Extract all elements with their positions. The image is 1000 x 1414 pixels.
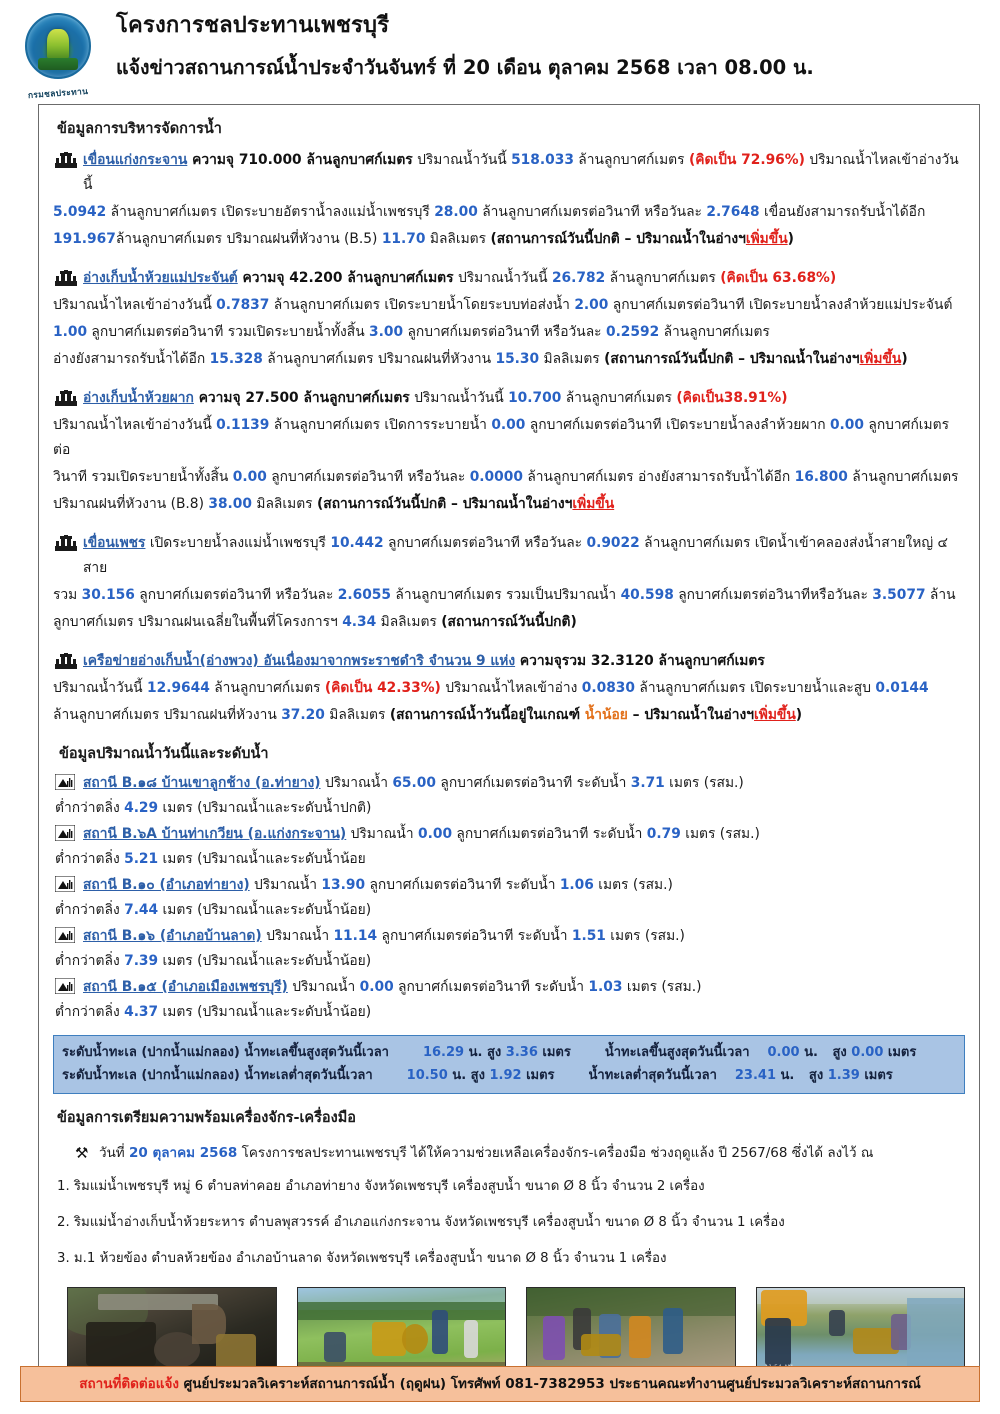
text-run: ลูกบาศก์เมตรต่อ — [53, 417, 949, 458]
machinery-intro-prefix: วันที่ — [99, 1145, 129, 1161]
text-run: เขื่อนยังสามารถรับน้ำได้อีก — [759, 204, 926, 220]
reservoir-name-link[interactable]: อ่างเก็บน้ำห้วยผาก — [83, 390, 194, 406]
value-number: 0.00 — [232, 469, 267, 485]
value-number: 3.00 — [369, 324, 404, 340]
sea-level-label-2: น้ำทะเลต่ำสุดวันนี้เวลา — [588, 1068, 717, 1083]
station-line-secondary — [53, 796, 965, 821]
value-number: 2.00 — [574, 297, 609, 313]
trend-indicator: เพิ่มขึ้น — [754, 707, 796, 723]
reservoir-line — [53, 492, 965, 517]
station-item — [53, 771, 965, 821]
text-run: เมตร (ปริมาณน้ำและระดับน้ำน้อย) — [158, 953, 372, 969]
sea-level-row — [62, 1064, 956, 1087]
text-run: ปริมาณน้ำไหลเข้าอ่างวันนี้ — [53, 417, 217, 433]
text-run: ปริมาณน้ำ — [249, 877, 322, 893]
text-run: สูง — [482, 1045, 506, 1060]
reservoir-line — [53, 266, 965, 291]
sea-level-box — [53, 1035, 965, 1094]
station-flow-value: 13.90 — [321, 877, 366, 893]
text-run: ล้านลูกบาศก์เมตร ปริมาณฝนที่หัวงาน — [53, 707, 282, 723]
percentage-badge: (คิดเป็น 63.68%) — [720, 270, 837, 286]
station-item — [53, 822, 965, 872]
value-number: 518.033 — [511, 152, 574, 168]
reservoir-block — [53, 531, 965, 635]
text-run: สูง — [804, 1068, 828, 1083]
sea-level-time: 10.50 — [406, 1068, 448, 1083]
text-run: เมตร (รสม.) — [680, 826, 760, 842]
sea-level-row — [62, 1041, 956, 1064]
text-run: ลูกบาศก์เมตร ปริมาณฝนเฉลี่ยในพื้นที่โครงการฯ — [53, 614, 343, 630]
sea-level-time-2: 23.41 — [734, 1068, 777, 1083]
station-flow-value: 0.00 — [359, 979, 394, 995]
text-run: ล้านลูกบาศก์เมตร — [342, 270, 454, 286]
sea-level-height-2: 1.39 — [827, 1068, 860, 1083]
text-run: ล้านลูกบาศก์เมตร — [605, 270, 721, 286]
text-run: ล้านลูกบาศก์เมตร — [561, 390, 677, 406]
station-icon — [55, 876, 75, 892]
dam-icon — [55, 270, 77, 286]
station-flow-value: 11.14 — [333, 928, 378, 944]
text-run: – ปริมาณน้ำในอ่างฯ — [627, 707, 755, 723]
text-run: (สถานการณ์วันนี้ปกติ – ปริมาณน้ำในอ่างฯ — [490, 231, 746, 247]
text-run: ลูกบาศก์เมตรต่อวินาที ระดับน้ำ — [377, 928, 572, 944]
station-icon — [55, 927, 75, 943]
value-number: 0.1139 — [216, 417, 270, 433]
text-run: ปริมาณน้ำวันนี้ — [53, 680, 147, 696]
reservoir-line — [53, 293, 965, 318]
reservoir-line — [53, 386, 965, 411]
section-heading-machinery: ข้อมูลการเตรียมความพร้อมเครื่องจักร-เครื่องมือ — [57, 1110, 356, 1126]
value-number: 11.70 — [381, 231, 426, 247]
reservoir-line — [53, 465, 965, 490]
text-run: ต่ำกว่าตลิ่ง — [55, 902, 125, 918]
reservoir-block — [53, 148, 965, 252]
text-run: มิลลิเมตร — [324, 707, 390, 723]
text-run: วินาที รวมเปิดระบายน้ำทั้งสิ้น — [53, 469, 233, 485]
text-run: ลูกบาศก์เมตรต่อวินาที เปิดระบายน้ำลงลำห้วยแม่ประจันต์ — [608, 297, 953, 313]
reservoir-name-link[interactable]: อ่างเก็บน้ำห้วยแม่ประจันต์ — [83, 270, 238, 286]
text-run: (สถานการณ์วันนี้ปกติ – ปริมาณน้ำในอ่างฯ — [316, 496, 573, 512]
text-run: 27.500 — [245, 390, 299, 406]
text-run: ล้านลูกบาศก์เมตร อ่างยังสามารถรับน้ำได้อีก — [522, 469, 795, 485]
percentage-badge: (คิดเป็น38.91%) — [676, 390, 788, 406]
dam-icon — [55, 152, 77, 168]
reservoir-line — [53, 148, 965, 198]
station-name-link[interactable]: สถานี B.๑๖ (อำเภอบ้านลาด) — [83, 928, 262, 944]
station-below-bank-value: 5.21 — [124, 851, 159, 867]
value-number: 26.782 — [551, 270, 606, 286]
text-run: ) — [795, 707, 803, 723]
text-run: ล้านลูกบาศก์เมตร รวมเป็นปริมาณน้ำ — [391, 587, 621, 603]
text-run: ต่ำกว่าตลิ่ง — [55, 851, 125, 867]
text-run: ลูกบาศก์เมตรต่อวินาที หรือวันละ — [134, 587, 338, 603]
text-run: มิลลิเมตร — [425, 231, 491, 247]
reservoir-block — [53, 266, 965, 372]
text-run: ลูกบาศก์เมตรต่อวินาที ระดับน้ำ — [435, 775, 631, 791]
dam-icon — [55, 390, 77, 406]
text-run: 710.000 — [238, 152, 302, 168]
station-level-value: 1.03 — [588, 979, 623, 995]
text-run: ปริมาณน้ำ — [287, 979, 360, 995]
value-number: 5.0942 — [53, 204, 107, 220]
text-run: ต่ำกว่าตลิ่ง — [55, 1004, 125, 1020]
footer-label: สถานที่ติดต่อแจ้ง — [79, 1376, 179, 1392]
machinery-item: 3. ม.1 ห้วยข้อง ตำบลห้วยข้อง อำเภอบ้านลาด จังหวัดเพชรบุรี เครื่องสูบน้ำ ขนาด Ø 8 นิ้ว จำนวน 1 เครื่อง — [57, 1251, 667, 1266]
station-line-secondary — [53, 898, 965, 923]
text-run: ล้านลูกบาศก์เมตร — [653, 653, 765, 669]
rid-seal-logo — [18, 10, 98, 102]
station-flow-value: 0.00 — [418, 826, 453, 842]
value-number: 0.0000 — [469, 469, 523, 485]
text-run: 32.3120 — [590, 653, 654, 669]
text-run: ลูกบาศก์เมตรต่อวินาที หรือวันละ — [266, 469, 470, 485]
text-run: ล้านลูกบาศก์เมตร — [298, 390, 410, 406]
text-run: ) — [901, 351, 908, 367]
text-run: ลูกบาศก์เมตรต่อวินาที เปิดระบายน้ำลงลำห้วยผาก — [525, 417, 830, 433]
reservoir-line — [53, 703, 965, 728]
sea-level-height: 3.36 — [505, 1045, 538, 1060]
text-run: ปริมาณน้ำวันนี้ — [453, 270, 552, 286]
text-run: ลูกบาศก์เมตรต่อวินาที หรือวันละ — [383, 535, 587, 551]
section-heading-flow-level: ข้อมูลปริมาณน้ำวันนี้และระดับน้ำ — [59, 746, 269, 762]
station-flow-value: 65.00 — [392, 775, 436, 791]
text-run: ลูกบาศก์เมตรต่อวินาทีหรือวันละ — [673, 587, 873, 603]
reservoir-line — [53, 676, 965, 701]
text-run: เปิดระบายน้ำลงแม่น้ำเพชรบุรี — [145, 535, 331, 551]
station-below-bank-value: 7.39 — [124, 953, 159, 969]
text-run: ความจุ — [237, 270, 290, 286]
station-below-bank-value: 7.44 — [124, 902, 159, 918]
text-run: ล้านลูกบาศก์เมตร ปริมาณฝนที่หัวงาน — [262, 351, 496, 367]
reservoir-line — [53, 610, 965, 635]
text-run: สูง — [827, 1045, 852, 1060]
value-number: 0.00 — [829, 417, 864, 433]
value-number: 12.9644 — [147, 680, 210, 696]
station-level-value: 1.51 — [571, 928, 606, 944]
station-list — [53, 771, 965, 1025]
sea-level-height: 1.92 — [489, 1068, 522, 1083]
value-number: 40.598 — [620, 587, 674, 603]
text-run: ความจุ — [193, 390, 246, 406]
report-datetime-line: แจ้งข่าวสถานการณ์น้ำประจำวันจันทร์ ที่ 20 เดือน ตุลาคม 2568 เวลา 08.00 น. — [116, 55, 814, 79]
text-run: ล้านลูกบาศก์เมตร — [301, 152, 413, 168]
station-item — [53, 924, 965, 974]
status-keyword: น้ำน้อย — [584, 707, 628, 723]
value-number: 10.442 — [330, 535, 384, 551]
station-item — [53, 975, 965, 1025]
text-run: เมตร (รสม.) — [605, 928, 685, 944]
text-run: ล้านลูกบาศก์เมตร เปิดระบายน้ำและสูบ — [635, 680, 876, 696]
reservoir-line — [53, 320, 965, 345]
reservoir-name-link[interactable]: เครือข่ายอ่างเก็บน้ำ(อ่างพวง) อันเนื่องมาจากพระราชดำริ จำนวน 9 แห่ง — [83, 653, 516, 669]
text-run: (สถานการณ์น้ำวันนี้อยู่ในเกณฑ์ — [389, 707, 585, 723]
footer-contact-text: ศูนย์ประมวลวิเคราะห์สถานการณ์น้ำ (ฤดูฝน) โทรศัพท์ 081-7382953 ประธานคณะทำงานศูนย์ประมวลวิเคราะห์สถานการณ์ — [178, 1376, 921, 1392]
footer-text-line — [31, 1374, 969, 1394]
text-run: ล้านลูกบาศก์เมตร เปิดการระบายน้ำ — [269, 417, 492, 433]
header-titles — [98, 8, 814, 80]
text-run: น. — [799, 1045, 818, 1060]
reservoir-name-link[interactable]: เขื่อนเพชร — [83, 535, 146, 551]
dam-icon — [55, 653, 77, 669]
station-icon — [55, 774, 75, 790]
text-run: 42.200 — [289, 270, 343, 286]
sea-level-height-2: 0.00 — [851, 1045, 884, 1060]
sea-level-label: ระดับน้ำทะเล (ปากน้ำแม่กลอง) น้ำทะเลขึ้นสูงสุดวันนี้เวลา — [62, 1045, 389, 1060]
text-run: น. — [447, 1068, 467, 1083]
text-run: ปริมาณน้ำไหลเข้าอ่างวันนี้ — [53, 297, 217, 313]
value-number: 15.30 — [495, 351, 540, 367]
text-run: ล้านลูกบาศก์เมตร — [209, 680, 325, 696]
value-number: 0.2592 — [605, 324, 660, 340]
station-line-primary — [53, 771, 965, 796]
station-below-bank-value: 4.37 — [124, 1004, 159, 1020]
machinery-item: 1. ริมแม่น้ำเพชรบุรี หมู่ 6 ตำบลท่าคอย อำเภอท่ายาง จังหวัดเพชรบุรี เครื่องสูบน้ำ ขนาด Ø 8 นิ้ว จำนวน 2 เครื่อง — [57, 1179, 705, 1194]
station-name-link[interactable]: สถานี B.๖A บ้านท่าเกวียน (อ.แก่งกระจาน) — [83, 826, 347, 842]
machinery-item-list — [53, 1175, 965, 1271]
text-run: เมตร (รสม.) — [664, 775, 744, 791]
text-run: ปริมาณฝนที่หัวงาน (B.8) — [53, 496, 209, 512]
text-run: ล้านลูกบาศก์เมตร — [847, 469, 959, 485]
text-run: ลูกบาศก์เมตรต่อวินาที รวมเปิดระบายน้ำทั้งสิ้น — [87, 324, 370, 340]
station-item — [53, 873, 965, 923]
value-number: 0.00 — [491, 417, 526, 433]
station-level-value: 1.06 — [559, 877, 594, 893]
reservoir-list — [53, 148, 965, 728]
text-run: ลูกบาศก์เมตรต่อวินาที ระดับน้ำ — [393, 979, 589, 995]
text-run: มิลลิเมตร — [252, 496, 317, 512]
section-heading-water-management: ข้อมูลการบริหารจัดการน้ำ — [57, 121, 222, 137]
station-line-primary — [53, 873, 965, 898]
percentage-badge: (คิดเป็น 72.96%) — [688, 152, 805, 168]
dam-icon — [55, 535, 77, 551]
machinery-intro-date: 20 ตุลาคม 2568 — [129, 1145, 238, 1161]
trend-indicator: เพิ่มขึ้น — [859, 351, 902, 367]
text-run: ล้านลูกบาศก์เมตร เปิดน้ำเข้าคลองส่งน้ำสายใหญ่ ๔ สาย — [83, 535, 948, 576]
value-number: 28.00 — [434, 204, 478, 220]
royal-irrigation-seal-icon — [25, 13, 91, 79]
text-run: ปริมาณน้ำไหลเข้าอ่างวันนี้ — [83, 152, 959, 193]
trend-indicator: เพิ่มขึ้น — [745, 231, 788, 247]
percentage-badge: (คิดเป็น 42.33%) — [324, 680, 441, 696]
text-run: รวม — [53, 587, 82, 603]
text-run: ความจุ — [187, 152, 239, 168]
station-line-secondary — [53, 949, 965, 974]
text-run: ปริมาณน้ำ — [261, 928, 334, 944]
reservoir-line — [53, 200, 965, 225]
text-run: เมตร (ปริมาณน้ำและระดับน้ำน้อย — [158, 851, 366, 867]
text-run: ล้านลูกบาศก์เมตร เปิดระบายอัตราน้ำลงแม่น้ำเพชรบุรี — [106, 204, 435, 220]
value-number: 0.0144 — [875, 680, 929, 696]
station-below-bank-value: 4.29 — [124, 800, 159, 816]
value-number: 2.7648 — [706, 204, 760, 220]
value-number: 4.34 — [342, 614, 377, 630]
text-run: ปริมาณน้ำวันนี้ — [409, 390, 509, 406]
reservoir-line — [53, 227, 965, 252]
machinery-intro-suffix: โครงการชลประทานเพชรบุรี ได้ให้ความช่วยเหลือเครื่องจักร-เครื่องมือ ช่วงฤดูแล้ง ปี 2567/68 ซึ่งได้ ลงไว้ ณ — [237, 1145, 874, 1161]
station-line-primary — [53, 822, 965, 847]
reservoir-line — [53, 649, 965, 674]
reservoir-name-link[interactable]: เขื่อนแก่งกระจาน — [83, 152, 188, 168]
value-number: 15.328 — [209, 351, 263, 367]
text-run: เมตร (ปริมาณน้ำและระดับน้ำน้อย) — [158, 1004, 372, 1020]
value-number: 30.156 — [81, 587, 135, 603]
value-number: 2.6055 — [337, 587, 392, 603]
trend-indicator: เพิ่มขึ้น — [572, 496, 615, 512]
text-run: ลูกบาศก์เมตรต่อวินาที ระดับน้ำ — [365, 877, 560, 893]
text-run: สูง — [466, 1068, 490, 1083]
text-run: เมตร — [883, 1045, 917, 1060]
station-line-secondary — [53, 1000, 965, 1025]
value-number: 16.800 — [794, 469, 848, 485]
reservoir-line — [53, 413, 965, 463]
text-run: ล้าน — [925, 587, 956, 603]
text-run: ลูกบาศก์เมตรต่อวินาที ระดับน้ำ — [452, 826, 647, 842]
text-run: ล้านลูกบาศก์เมตร — [659, 324, 770, 340]
station-line-primary — [53, 924, 965, 949]
value-number: 0.7837 — [216, 297, 270, 313]
sea-level-time: 16.29 — [422, 1045, 465, 1060]
text-run: เมตร — [537, 1045, 571, 1060]
sea-level-label: ระดับน้ำทะเล (ปากน้ำแม่กลอง) น้ำทะเลต่ำสุดวันนี้เวลา — [62, 1068, 373, 1083]
text-run: ) — [787, 231, 794, 247]
seal-caption: กรมชลประทาน — [27, 86, 89, 102]
text-run: ความจุรวม — [515, 653, 591, 669]
value-number: 1.00 — [53, 324, 88, 340]
value-number: 0.9022 — [586, 535, 640, 551]
text-run: เมตร (ปริมาณน้ำและระดับน้ำน้อย) — [158, 902, 372, 918]
station-name-link[interactable]: สถานี B.๑๕ (อำเภอเมืองเพชรบุรี) — [83, 979, 288, 995]
reservoir-block — [53, 649, 965, 728]
reservoir-line — [53, 531, 965, 581]
station-name-link[interactable]: สถานี B.๑๘ บ้านเขาลูกช้าง (อ.ท่ายาง) — [83, 775, 321, 791]
text-run: ปริมาณน้ำ — [346, 826, 418, 842]
station-name-link[interactable]: สถานี B.๑๐ (อำเภอท่ายาง) — [83, 877, 250, 893]
value-number: 10.700 — [508, 390, 562, 406]
machinery-item: 2. ริมแม่น้ำอ่างเก็บน้ำห้วยระหาร ตำบลพุสวรรค์ อำเภอแก่งกระจาน จังหวัดเพชรบุรี เครื่องสูบน้ำ ขนาด Ø 8 นิ้ว จำนวน 1 เครื่อง — [57, 1215, 785, 1230]
text-run: ล้านลูกบาศก์เมตร เปิดระบายน้ำโดยระบบท่อส่งน้ำ — [269, 297, 575, 313]
text-run: ปริมาณน้ำไหลเข้าอ่าง — [440, 680, 582, 696]
text-run: น. — [464, 1045, 483, 1060]
page-header — [0, 0, 1000, 104]
text-run: (สถานการณ์วันนี้ปกติ – ปริมาณน้ำในอ่างฯ — [604, 351, 860, 367]
text-run: อ่างยังสามารถรับน้ำได้อีก — [53, 351, 210, 367]
text-run: เมตร — [521, 1068, 555, 1083]
page-title: โครงการชลประทานเพชรบุรี — [116, 13, 390, 38]
sea-level-label-2: น้ำทะเลขึ้นสูงสุดวันนี้เวลา — [604, 1045, 750, 1060]
station-level-value: 3.71 — [630, 775, 665, 791]
station-icon — [55, 825, 75, 841]
value-number: 0.0830 — [581, 680, 636, 696]
machinery-intro — [53, 1141, 965, 1165]
report-body — [38, 104, 980, 1388]
text-run: ปริมาณน้ำวันนี้ — [412, 152, 512, 168]
text-run: (สถานการณ์วันนี้ปกติ) — [441, 614, 577, 630]
tools-icon: ⚒ — [75, 1144, 89, 1162]
station-icon — [55, 978, 75, 994]
reservoir-line — [53, 347, 965, 372]
reservoir-block — [53, 386, 965, 517]
text-run: เมตร (รสม.) — [593, 877, 673, 893]
text-run: เมตร — [859, 1068, 893, 1083]
text-run: เมตร (รสม.) — [622, 979, 702, 995]
text-run: ล้านลูกบาศก์เมตร — [573, 152, 689, 168]
reservoir-line — [53, 583, 965, 608]
text-run: ลูกบาศก์เมตรต่อวินาที หรือวันละ — [403, 324, 606, 340]
sea-level-time-2: 0.00 — [767, 1045, 800, 1060]
station-level-value: 0.79 — [646, 826, 681, 842]
text-run: ปริมาณน้ำ — [320, 775, 393, 791]
value-number: 37.20 — [281, 707, 325, 723]
value-number: 191.967 — [53, 231, 116, 247]
station-line-secondary — [53, 847, 965, 872]
text-run: มิลลิเมตร — [376, 614, 442, 630]
contact-footer — [20, 1366, 980, 1402]
text-run: ต่ำกว่าตลิ่ง — [55, 800, 125, 816]
text-run: ต่ำกว่าตลิ่ง — [55, 953, 125, 969]
text-run: มิลลิเมตร — [539, 351, 605, 367]
text-run: เมตร (ปริมาณน้ำและระดับน้ำปกติ) — [158, 800, 372, 816]
text-run: ล้านลูกบาศก์เมตรต่อวินาที หรือวันละ — [477, 204, 707, 220]
station-line-primary — [53, 975, 965, 1000]
text-run: ล้านลูกบาศก์เมตร ปริมาณฝนที่หัวงาน (B.5) — [115, 231, 382, 247]
text-run: น. — [776, 1068, 795, 1083]
value-number: 3.5077 — [872, 587, 926, 603]
value-number: 38.00 — [208, 496, 252, 512]
